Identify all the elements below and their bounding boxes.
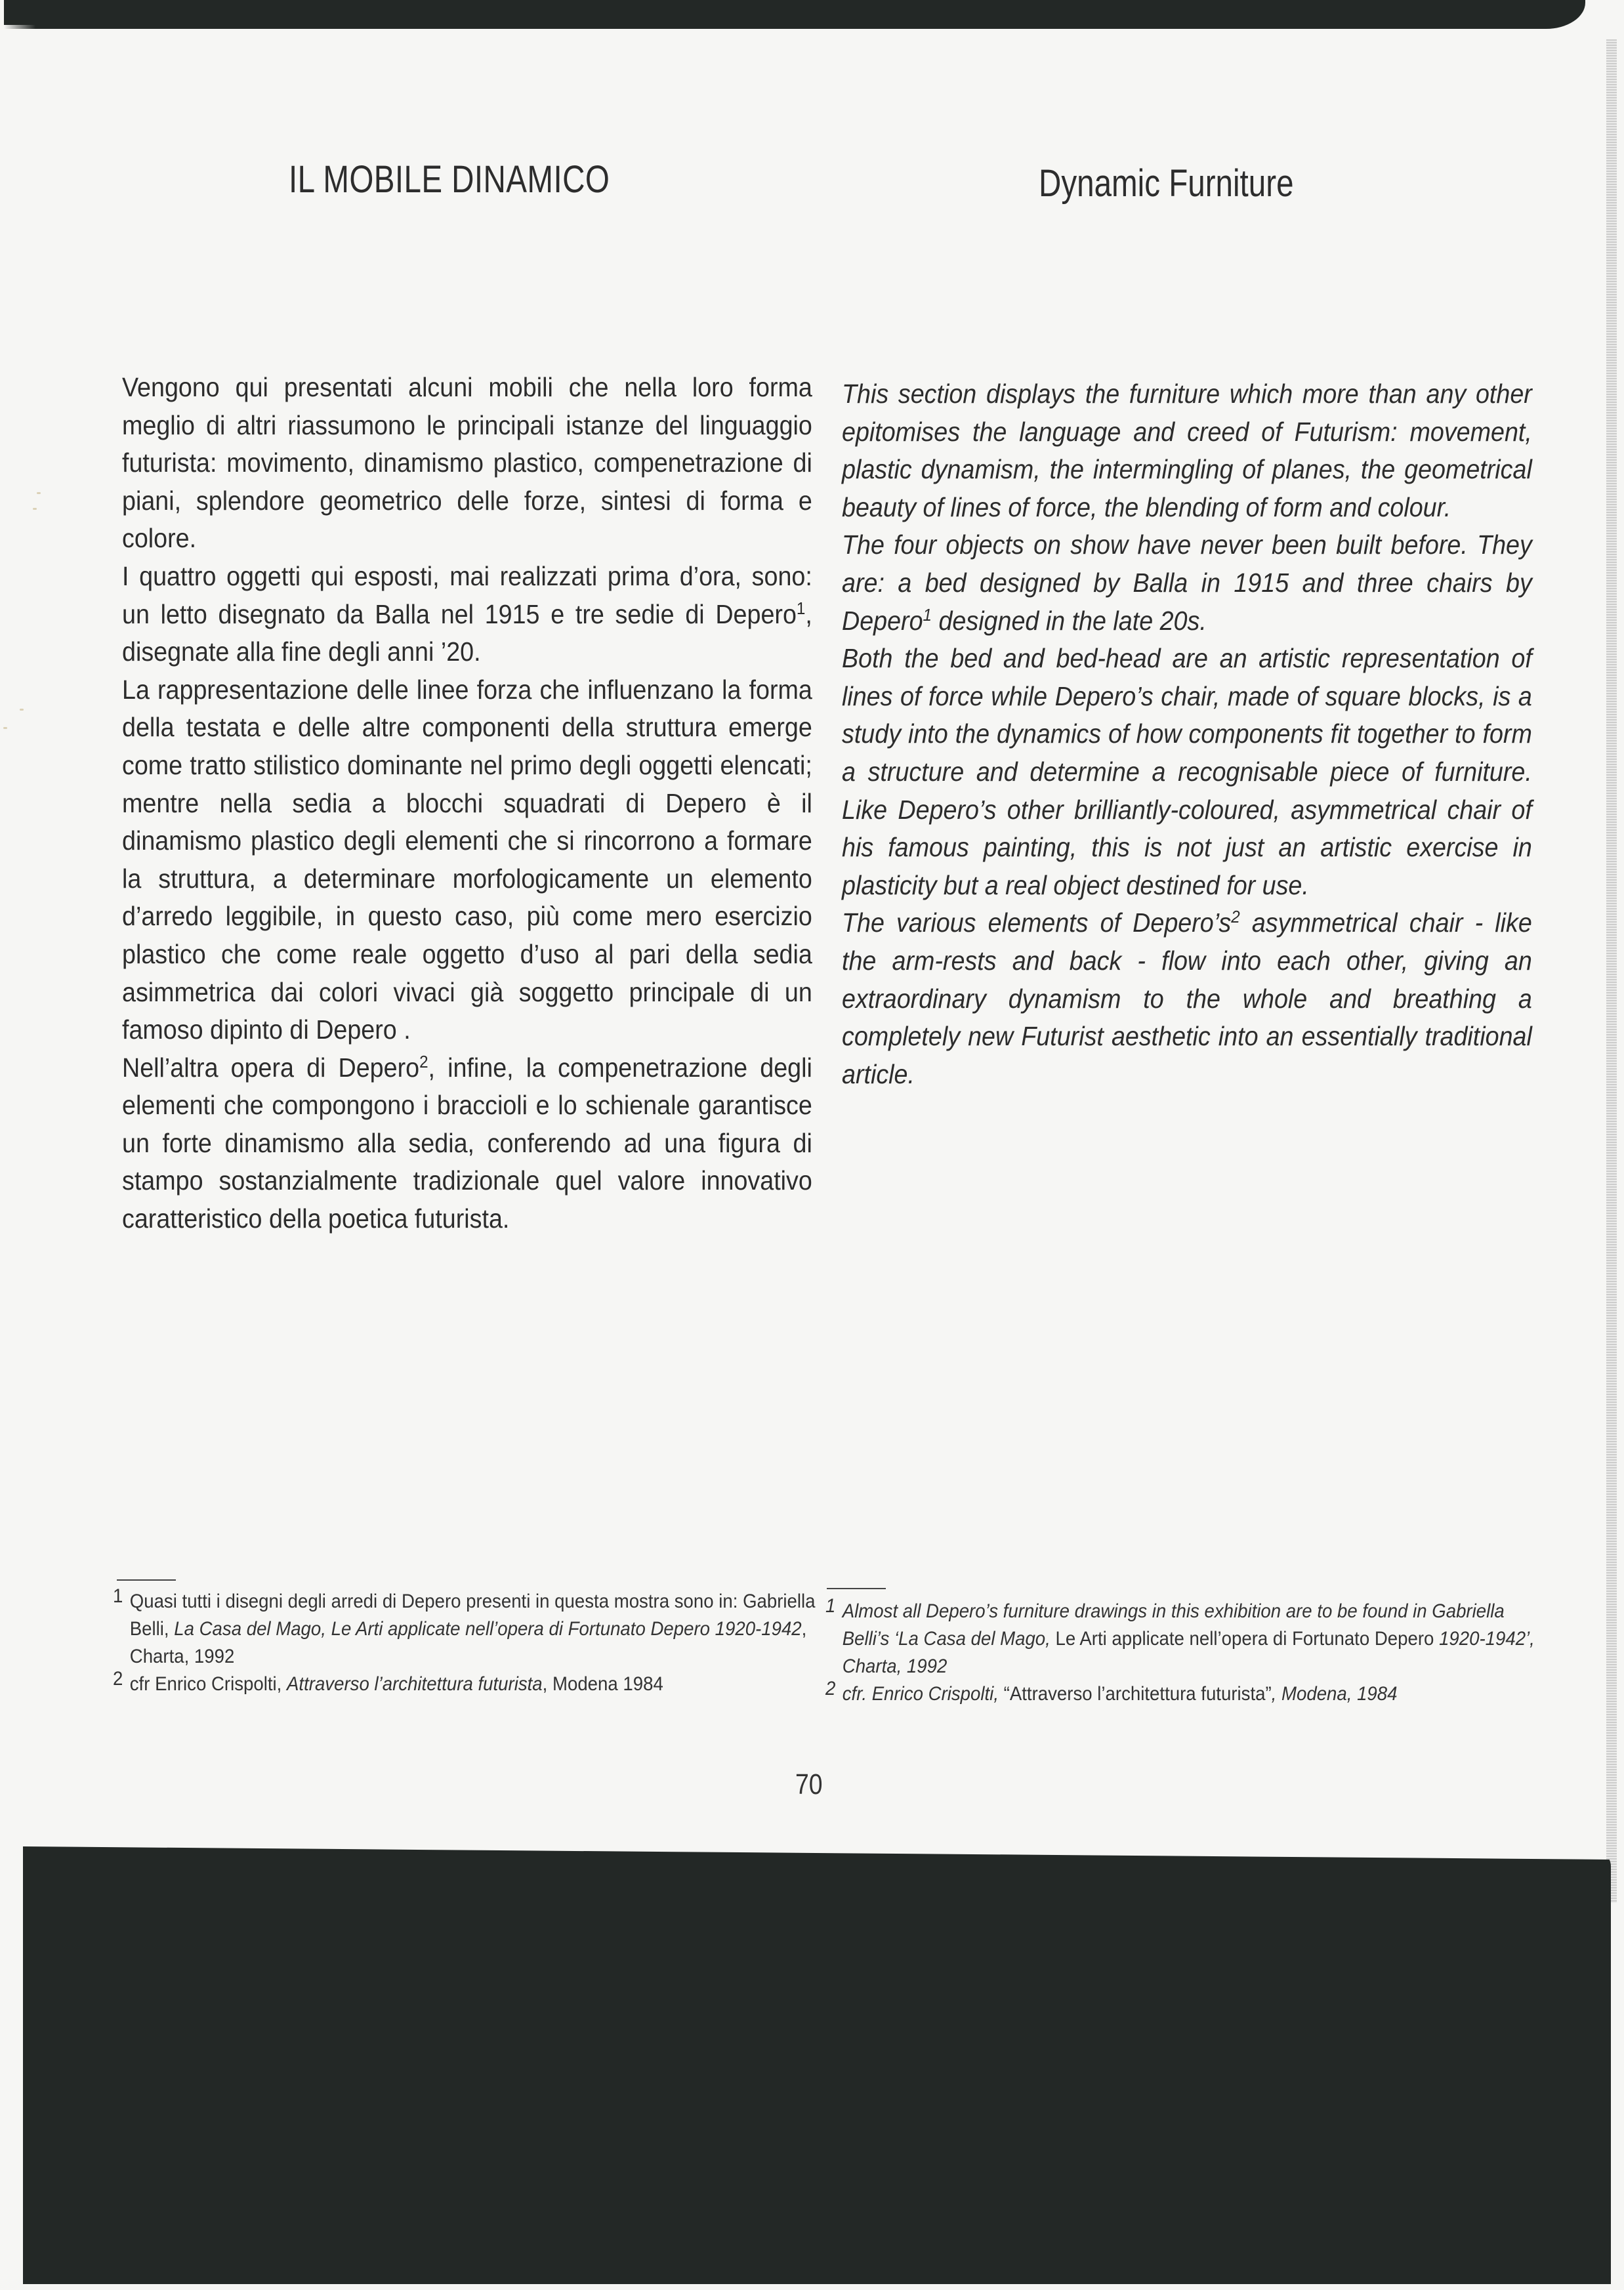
footnote-citation-title: Attraverso l’architettura futurista	[287, 1673, 543, 1695]
english-paragraph-2-text: The four objects on show have never been built before. They are: a bed designed by Balla in 1915 and three chairs by Depero	[842, 530, 1532, 636]
page-edge-shadow	[1606, 39, 1617, 1903]
italian-footnotes	[113, 1585, 816, 1698]
italian-paragraph-2-tail: , disegnate alla fine degli anni ’20.	[122, 598, 812, 667]
footnote-divider	[827, 1588, 886, 1589]
page-title-english: Dynamic Furniture	[1039, 162, 1294, 205]
english-paragraph-2	[842, 526, 1532, 640]
margin-speck	[3, 727, 7, 729]
footnote-ref-1: 1	[796, 598, 806, 618]
italian-paragraph-4-text: Nell’altra opera di Depero	[122, 1052, 420, 1083]
english-paragraph-4-text: The various elements of Depero’s	[842, 907, 1232, 938]
margin-speck	[20, 709, 24, 711]
footnote-number: 1	[825, 1595, 836, 1617]
margin-speck	[37, 492, 41, 494]
italian-paragraph-4-tail: , infine, la compenetrazione degli elementi che compongono i braccioli e lo schienale garantisce un forte dinamismo alla sedia, conferendo ad una figura di stampo sostanzialmente tradizionale quel valore innovativo caratteristico della poetica futurista.	[122, 1052, 812, 1234]
italian-paragraph-2-text: I quattro oggetti qui esposti, mai realizzati prima d’ora, sono: un letto disegnato da Balla nel 1915 e tre sedie di Depero	[122, 560, 812, 629]
footnote-text: , Modena, 1984	[1271, 1683, 1398, 1705]
footnote-text: Quasi tutti i disegni degli arredi di Depero presenti in questa mostra sono in: Gabriella Belli,	[129, 1591, 816, 1640]
italian-paragraph-4	[122, 1049, 812, 1238]
footnote-number: 2	[113, 1668, 123, 1690]
english-text-column	[842, 375, 1532, 1093]
page-number: 70	[795, 1768, 823, 1801]
bottom-dark-band	[23, 1846, 1611, 2284]
page-title-italian: IL MOBILE DINAMICO	[289, 158, 610, 201]
footnote-ref-1: 1	[923, 604, 932, 625]
footnote-1	[825, 1595, 1537, 1680]
footnote-2	[113, 1668, 824, 1698]
footnote-ref-2: 2	[419, 1051, 428, 1072]
footnote-1	[113, 1585, 824, 1671]
english-paragraph-1: This section displays the furniture which more than any other epitomises the language and creed of Futurism: movement, plastic dynamism, the intermingling of planes, the geometrical beauty of lines of force, the blending of form and colour.	[842, 379, 1532, 522]
footnote-text: 1920-1942’, Charta, 1992	[842, 1628, 1535, 1677]
footnote-number: 2	[825, 1678, 836, 1699]
footnote-citation-title: La Casa del Mago, Le Arti applicate nell’opera di Fortunato Depero 1920-1942	[174, 1618, 802, 1640]
italian-paragraph-2	[122, 558, 812, 671]
italian-paragraph-1: Vengono qui presentati alcuni mobili che nella loro forma meglio di altri riassumono le principali istanze del linguaggio futurista: movimento, dinamismo plastico, compenetrazione di piani, splendore geometrico delle forze, sintesi di forma e colore.	[122, 372, 812, 554]
footnote-citation-title: Le Arti applicate nell’opera di Fortunato Depero	[1050, 1628, 1440, 1650]
footnote-citation-title: “Attraverso l’architettura futurista”	[1003, 1683, 1272, 1705]
footnote-ref-2: 2	[1231, 907, 1240, 927]
english-paragraph-4-tail: asymmetrical chair - like the arm-rests and back - flow into each other, giving an extraordinary dynamism to the whole and breathing a completely new Futurist aesthetic into an essentially traditional article.	[842, 907, 1532, 1089]
footnote-text: cfr. Enrico Crispolti,	[842, 1683, 1004, 1705]
footnote-number: 1	[113, 1585, 123, 1607]
english-paragraph-2-tail: designed in the late 20s.	[932, 605, 1207, 636]
italian-text-column	[122, 369, 812, 1238]
margin-speck	[33, 508, 37, 510]
footnote-text: cfr Enrico Crispolti,	[129, 1673, 287, 1695]
footnote-text: Almost all Depero’s furniture drawings in this exhibition are to be found in Gabriella Belli’s ‘La Casa del Mago,	[842, 1600, 1505, 1650]
footnote-text: , Modena 1984	[542, 1673, 663, 1695]
footnote-2	[825, 1680, 1537, 1708]
english-paragraph-3: Both the bed and bed-head are an artistic representation of lines of force while Depero’s chair, made of square blocks, is a study into the dynamics of how components fit together to form a structure and determine a recognisable piece of furniture. Like Depero’s other brilliantly-coloured, asymmetrical chair of his famous painting, this is not just an artistic exercise in plasticity but a real object destined for use.	[842, 643, 1532, 900]
italian-paragraph-3: La rappresentazione delle linee forza che influenzano la forma della testata e delle altre componenti della struttura emerge come tratto stilistico dominante nel primo degli oggetti elencati; mentre nella sedia a blocchi squadrati di Depero è il dinamismo plastico degli elementi che si rincorrono a formare la struttura, a determinare morfologicamente un elemento d’arredo leggibile, in questo caso, più come mero esercizio plastico che come reale oggetto d’uso al pari della sedia asimmetrica dai colori vivaci già soggetto principale di un famoso dipinto di Depero .	[122, 674, 812, 1045]
english-footnotes	[825, 1595, 1535, 1708]
footnote-text: , Charta, 1992	[129, 1618, 807, 1667]
footnote-divider	[117, 1579, 176, 1581]
top-dark-band	[4, 0, 1585, 29]
english-paragraph-4	[842, 904, 1532, 1093]
